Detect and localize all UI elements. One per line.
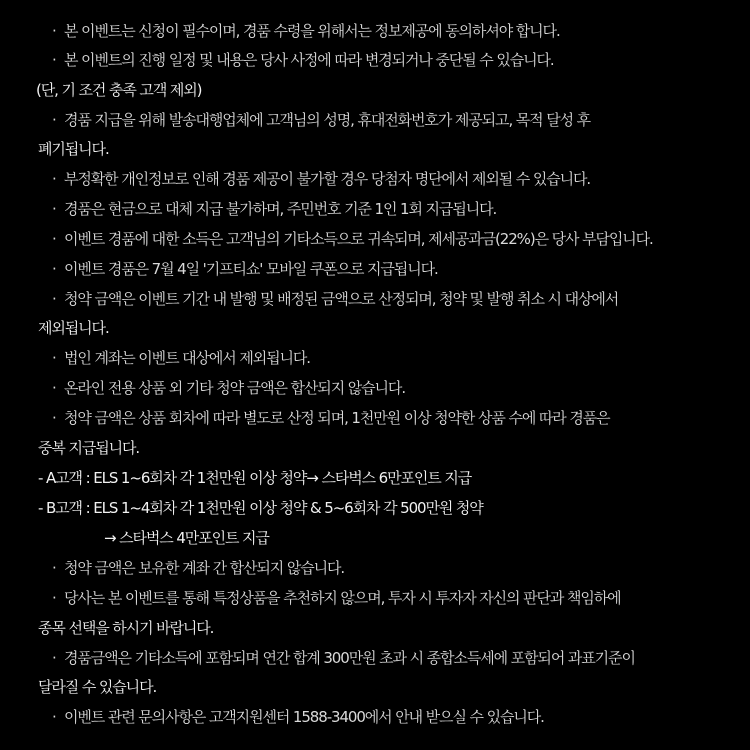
bullet-dot-icon: · xyxy=(52,349,56,367)
notice-text: 본 이벤트의 진행 일정 및 내용은 당사 사정에 따라 변경되거나 중단될 수 있습니다. xyxy=(64,51,554,69)
notice-text: 달라질 수 있습니다. xyxy=(38,678,157,696)
bullet-dot-icon: · xyxy=(52,230,56,248)
notice-text: 경품 지급을 위해 발송대행업체에 고객님의 성명, 휴대전화번호가 제공되고, 목적 달성 후 xyxy=(64,111,591,129)
bullet-dot-icon: · xyxy=(52,200,56,218)
notice-text: 중복 지급됩니다. xyxy=(38,439,140,457)
notice-text: 종목 선택을 하시기 바랍니다. xyxy=(38,619,214,637)
bullet-dot-icon: · xyxy=(52,51,56,69)
notice-text: 본 이벤트는 신청이 필수이며, 경품 수령을 위해서는 정보제공에 동의하셔야 합니다. xyxy=(64,22,560,40)
notice-text: (단, 기 조건 충족 고객 제외) xyxy=(36,81,202,99)
notice-text: 청약 금액은 이벤트 기간 내 발행 및 배정된 금액으로 산정되며, 청약 및 발행 취소 시 대상에서 xyxy=(64,290,619,308)
bullet-dot-icon: · xyxy=(52,409,56,427)
notice-text: 제외됩니다. xyxy=(38,319,109,337)
bullet-dot-icon: · xyxy=(52,170,56,188)
bullet-dot-icon: · xyxy=(52,589,56,607)
notice-text: 청약 금액은 상품 회차에 따라 별도로 산정 되며, 1천만원 이상 청약한 상품 수에 따라 경품은 xyxy=(64,409,610,427)
notice-text: 폐기됩니다. xyxy=(38,140,109,158)
bullet-dot-icon: · xyxy=(52,290,56,308)
notice-text: → 스타벅스 4만포인트 지급 xyxy=(104,529,269,547)
bullet-dot-icon: · xyxy=(52,260,56,278)
bullet-dot-icon: · xyxy=(52,708,56,726)
bullet-dot-icon: · xyxy=(52,379,56,397)
bullet-dot-icon: · xyxy=(52,22,56,40)
notice-text: 이벤트 관련 문의사항은 고객지원센터 1588-3400에서 안내 받으실 수 있습니다. xyxy=(64,708,544,726)
notice-text: - A고객 : ELS 1~6회차 각 1천만원 이상 청약→ 스타벅스 6만포인트 지급 xyxy=(38,469,472,487)
notice-text: 법인 계좌는 이벤트 대상에서 제외됩니다. xyxy=(64,349,310,367)
bullet-dot-icon: · xyxy=(52,111,56,129)
notice-text: 이벤트 경품에 대한 소득은 고객님의 기타소득으로 귀속되며, 제세공과금(22%)은 당사 부담입니다. xyxy=(64,230,653,248)
bullet-dot-icon: · xyxy=(52,559,56,577)
notice-text: 온라인 전용 상품 외 기타 청약 금액은 합산되지 않습니다. xyxy=(64,379,405,397)
notice-text: 청약 금액은 보유한 계좌 간 합산되지 않습니다. xyxy=(64,559,345,577)
notice-text: 이벤트 경품은 7월 4일 '기프티쇼' 모바일 쿠폰으로 지급됩니다. xyxy=(64,260,438,278)
bullet-dot-icon: · xyxy=(52,649,56,667)
notice-text: 부정확한 개인정보로 인해 경품 제공이 불가할 경우 당첨자 명단에서 제외될 수 있습니다. xyxy=(64,170,591,188)
notice-text: - B고객 : ELS 1~4회차 각 1천만원 이상 청약 & 5~6회차 각 500만원 청약 xyxy=(38,499,483,517)
notice-text: 경품은 현금으로 대체 지급 불가하며, 주민번호 기준 1인 1회 지급됩니다. xyxy=(64,200,497,218)
notice-text: 당사는 본 이벤트를 통해 특정상품을 추천하지 않으며, 투자 시 투자자 자신의 판단과 책임하에 xyxy=(64,589,621,607)
notice-text: 경품금액은 기타소득에 포함되며 연간 합계 300만원 초과 시 종합소득세에 포함되어 과표기준이 xyxy=(64,649,635,667)
